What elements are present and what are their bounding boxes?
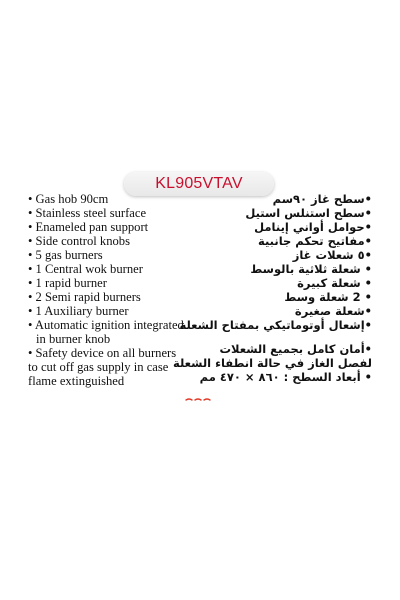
spec-line-en: • Gas hob 90cm — [28, 192, 109, 206]
spec-line-ar: • 2 شعلة وسط — [284, 290, 372, 304]
spec-line-ar: •شعلة صغيرة — [294, 304, 372, 318]
decorative-red-mark — [184, 397, 214, 403]
spec-line-ar: •سطح استنلس استيل — [245, 206, 372, 220]
spec-line-en: • 5 gas burners — [28, 248, 103, 262]
spec-line-ar: لفصل الغاز في حالة انطفاء الشعلة — [172, 356, 372, 370]
spec-line-en: • Safety device on all burners — [28, 346, 177, 360]
product-model-title: KL905VTAV — [155, 175, 243, 192]
spec-line-ar: • شعلة كبيرة — [297, 276, 372, 290]
spec-line-ar: • شعلة ثلاثية بالوسط — [250, 262, 372, 276]
spec-line-en: • 1 rapid burner — [28, 276, 107, 290]
spec-line-en: • 1 Auxiliary burner — [28, 304, 129, 318]
spec-line-ar: •مفاتيح تحكم جانبية — [258, 234, 372, 248]
spec-line-en: • Side control knobs — [28, 234, 131, 248]
spec-line-ar: •٥ شعلات غاز — [292, 248, 372, 262]
spec-line-en: • 1 Central wok burner — [28, 262, 143, 276]
spec-line-ar: •أمان كامل بجميع الشعلات — [219, 342, 372, 356]
spec-line-en: • 2 Semi rapid burners — [28, 290, 141, 304]
spec-line-en: • Enameled pan support — [28, 220, 149, 234]
spec-line-ar: •سطح غاز ٩٠سم — [272, 192, 372, 206]
spec-line-en-continuation: to cut off gas supply in case — [28, 360, 169, 374]
spec-line-en-continuation: flame extinguished — [28, 374, 125, 388]
spec-line-ar: •حوامل أواني إينامل — [254, 220, 372, 234]
spec-line-ar: • أبعاد السطح : ٨٦٠ × ٤٧٠ مم — [199, 370, 372, 384]
spec-line-en: • Stainless steel surface — [28, 206, 147, 220]
spec-line-ar: •إشعال أوتوماتيكي بمفتاح الشعلة — [179, 318, 372, 332]
arabic-spec-list — [172, 192, 372, 384]
spec-line-en-continuation: in burner knob — [36, 332, 111, 346]
spec-line-en: • Automatic ignition integrated — [28, 318, 184, 332]
